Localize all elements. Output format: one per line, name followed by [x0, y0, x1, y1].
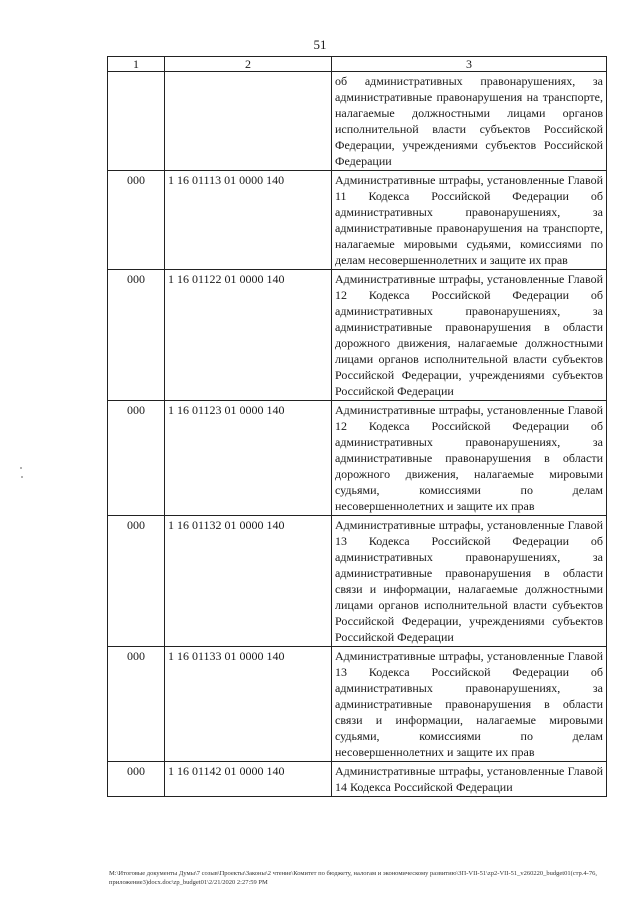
- classification-table: [107, 56, 607, 797]
- header-col-3: 3: [332, 57, 607, 72]
- description-cell: Административные штрафы, установленные Главой 14 Кодекса Российской Федерации: [332, 762, 607, 797]
- budget-code-cell: [165, 72, 332, 171]
- description-cell: Административные штрафы, установленные Главой 13 Кодекса Российской Федерации об административных правонарушениях, за административные правонарушения в области связи и информации, налагаемые мировыми судьями, комиссиями по делам несовершеннолетних и защите их прав: [332, 647, 607, 762]
- admin-code-cell: 000: [108, 516, 165, 647]
- header-col-1: 1: [108, 57, 165, 72]
- budget-code-cell: 1 16 01122 01 0000 140: [165, 270, 332, 401]
- description-cell: Административные штрафы, установленные Главой 13 Кодекса Российской Федерации об административных правонарушениях, за административные правонарушения в области связи и информации, налагаемые должностными лицами органов исполнительной власти субъектов Российской Федерации, учреждениями субъектов Российской Федерации: [332, 516, 607, 647]
- table-row: [108, 647, 607, 762]
- budget-code-cell: 1 16 01133 01 0000 140: [165, 647, 332, 762]
- description-cell: Административные штрафы, установленные Главой 12 Кодекса Российской Федерации об административных правонарушениях, за административные правонарушения в области дорожного движения, налагаемые должностными лицами органов исполнительной власти субъектов Российской Федерации, учреждениями субъектов Российской Федерации: [332, 270, 607, 401]
- scan-speck: [20, 467, 22, 469]
- description-cell: Административные штрафы, установленные Главой 11 Кодекса Российской Федерации об административных правонарушениях, за административные правонарушения на транспорте, налагаемые мировыми судьями, комиссиями по делам несовершеннолетних и защите их прав: [332, 171, 607, 270]
- table-header-row: [108, 57, 607, 72]
- budget-code-cell: 1 16 01123 01 0000 140: [165, 401, 332, 516]
- header-col-2: 2: [165, 57, 332, 72]
- description-cell: Административные штрафы, установленные Главой 12 Кодекса Российской Федерации об административных правонарушениях, за административные правонарушения в области дорожного движения, налагаемые мировыми судьями, комиссиями по делам несовершеннолетних и защите их прав: [332, 401, 607, 516]
- budget-code-cell: 1 16 01113 01 0000 140: [165, 171, 332, 270]
- admin-code-cell: 000: [108, 270, 165, 401]
- table-row: [108, 762, 607, 797]
- table-row: [108, 516, 607, 647]
- scan-speck: [21, 476, 23, 478]
- document-footer-path: M:\Итоговые документы Думы\7 созыв\Проекты\Законы\2 чтение\Комитет по бюджету, налогам и экономическому развитию\ЗП-VII-51\zp2-VII-51_v260220_budget01(стр.4-76, приложение3)docx.doc\zp_budget01\2/21/2020 2:27:59 PM: [109, 870, 597, 886]
- budget-code-cell: 1 16 01132 01 0000 140: [165, 516, 332, 647]
- page-number: 51: [313, 37, 327, 52]
- admin-code-cell: 000: [108, 647, 165, 762]
- table-row: [108, 270, 607, 401]
- admin-code-cell: 000: [108, 762, 165, 797]
- budget-code-cell: 1 16 01142 01 0000 140: [165, 762, 332, 797]
- description-cell: об административных правонарушениях, за административные правонарушения на транспорте, налагаемые должностными лицами органов исполнительной власти субъектов Российской Федерации, учреждениями субъектов Российской Федерации: [332, 72, 607, 171]
- admin-code-cell: 000: [108, 401, 165, 516]
- admin-code-cell: [108, 72, 165, 171]
- admin-code-cell: 000: [108, 171, 165, 270]
- table-row: [108, 72, 607, 171]
- table-row: [108, 171, 607, 270]
- table-row: [108, 401, 607, 516]
